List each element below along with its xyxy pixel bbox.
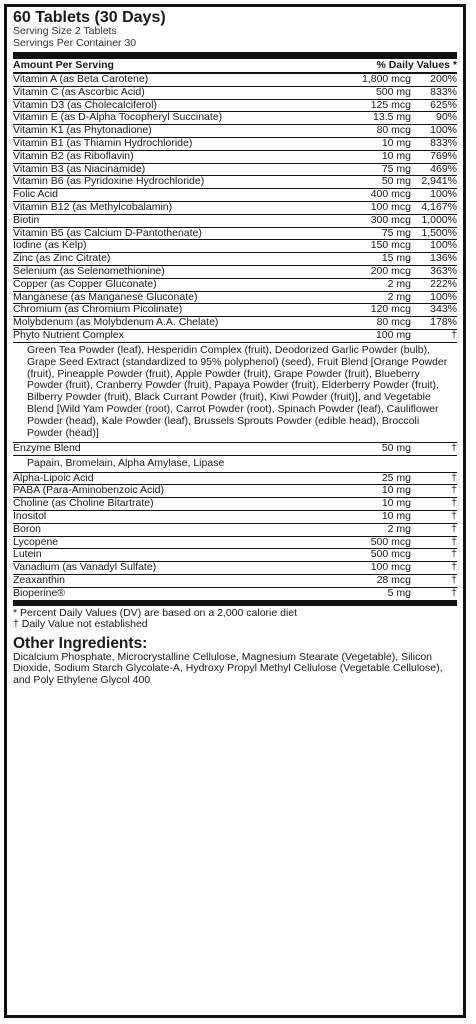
nutrient-dv: † bbox=[451, 497, 457, 510]
nutrient-amount: 120 mcg bbox=[370, 303, 411, 316]
nutrient-name: Biotin bbox=[13, 214, 40, 226]
nutrient-amount: 300 mcg bbox=[370, 213, 411, 226]
phyto-complex-ingredients: Green Tea Powder (leaf), Hesperidin Complex (fruit), Deodorized Garlic Powder (bulb), Grape Seed Extract (standardized to 95% polyphenol) (seed), Fruit Blend [Orange Powder (fruit), Pineapple Powder (fruit), Apple Powder (fruit), Grape Powder (fruit), Blueberry Powder (fruit), Cranberry Powder (fruit), Papaya Powder (fruit), Elderberry Powder (fruit), Bilberry Powder (fruit), Black Currant Powder (fruit), Kiwi Powder (fruit)], and Vegetable Blend [Wild Yam Powder (root), Carrot Powder (root), Spinach Powder (leaf), Cauliflower Powder (head), Kale Powder (leaf), Brussels Sprouts Powder (edible head), Broccoli Powder (head)] bbox=[13, 343, 457, 443]
nutrient-dv: 469% bbox=[430, 162, 457, 175]
nutrient-name: Vitamin D3 (as Cholecalciferol) bbox=[13, 99, 157, 111]
supplement-facts-panel bbox=[4, 4, 466, 1018]
table-row bbox=[13, 87, 457, 100]
dv-footnote: * Percent Daily Values (DV) are based on a 2,000 calorie diet bbox=[13, 606, 298, 619]
nutrient-amount: 500 mg bbox=[375, 85, 411, 98]
nutrient-amount: 200 mcg bbox=[370, 264, 411, 277]
nutrient-name: Lutein bbox=[13, 549, 42, 561]
nutrient-amount: 1,800 mcg bbox=[361, 73, 411, 85]
table-row bbox=[13, 138, 457, 151]
nutrient-name: Iodine (as Kelp) bbox=[13, 240, 87, 252]
nutrient-dv: † bbox=[451, 441, 457, 454]
nutrient-amount: 10 mg bbox=[381, 510, 411, 523]
nutrient-name: Lycopene bbox=[13, 536, 59, 548]
nutrient-dv: † bbox=[451, 561, 457, 574]
nutrient-rows-primary bbox=[13, 74, 457, 343]
nutrient-dv: 100% bbox=[430, 124, 457, 137]
nutrient-dv: 100% bbox=[430, 239, 457, 252]
nutrient-dv: 625% bbox=[430, 98, 457, 111]
product-title: 60 Tablets (30 Days) bbox=[13, 9, 166, 26]
nutrient-amount: 25 mg bbox=[381, 471, 411, 484]
nutrient-amount: 2 mg bbox=[387, 277, 411, 290]
serving-size: Serving Size 2 Tablets bbox=[13, 25, 117, 37]
table-row bbox=[13, 588, 457, 601]
header-daily-values: % Daily Values * bbox=[376, 59, 457, 71]
nutrient-dv: 90% bbox=[435, 111, 457, 124]
nutrient-dv: † bbox=[451, 328, 457, 341]
other-ingredients-text: Dicalcium Phosphate, Microcrystalline Cellulose, Magnesium Stearate (Vegetable), Silicon Dioxide, Sodium Starch Glycolate-A, Hydroxy Propyl Methyl Cellulose (Vegetable Cellulose), and Poly Ethylene Glycol 400 bbox=[13, 650, 443, 687]
nutrient-dv: 200% bbox=[430, 73, 457, 85]
nutrient-dv: 2,941% bbox=[421, 175, 457, 188]
nutrient-amount: 100 mg bbox=[375, 328, 411, 341]
nutrient-dv: † bbox=[451, 586, 457, 599]
nutrient-name: Vitamin B1 (as Thiamin Hydrochloride) bbox=[13, 137, 193, 149]
nutrient-dv: 769% bbox=[430, 149, 457, 162]
nutrient-dv: 136% bbox=[430, 252, 457, 265]
thick-divider bbox=[13, 52, 457, 59]
nutrient-name: Boron bbox=[13, 523, 42, 535]
nutrient-name: Vitamin B3 (as Niacinamide) bbox=[13, 163, 146, 175]
servings-per-container: Servings Per Container 30 bbox=[13, 36, 137, 49]
nutrient-name: Alpha-Lipoic Acid bbox=[13, 472, 94, 484]
table-row bbox=[13, 443, 457, 456]
nutrient-name: Vitamin E (as D-Alpha Tocopheryl Succinate) bbox=[13, 112, 223, 124]
nutrient-amount: 75 mg bbox=[381, 226, 411, 239]
nutrient-dv: 1,500% bbox=[421, 226, 457, 239]
nutrient-amount: 125 mcg bbox=[370, 98, 411, 111]
nutrient-amount: 500 mcg bbox=[370, 548, 411, 561]
nutrient-dv: 4,167% bbox=[421, 200, 457, 213]
table-row bbox=[13, 215, 457, 228]
nutrient-dv: 100% bbox=[430, 188, 457, 201]
nutrient-amount: 500 mcg bbox=[370, 535, 411, 548]
table-row bbox=[13, 202, 457, 215]
nutrient-name: Vitamin K1 (as Phytonadione) bbox=[13, 125, 152, 137]
nutrient-name: Manganese (as Manganese Gluconate) bbox=[13, 291, 198, 303]
nutrient-rows-secondary bbox=[13, 473, 457, 601]
nutrient-amount: 50 mg bbox=[381, 441, 411, 454]
nutrient-name: Vanadium (as Vanadyl Sulfate) bbox=[13, 562, 157, 574]
nutrient-name: Chromium (as Chromium Picolinate) bbox=[13, 304, 183, 316]
nutrient-amount: 13.5 mg bbox=[373, 111, 411, 124]
nutrient-name: Vitamin A (as Beta Carotene) bbox=[13, 74, 149, 85]
nutrient-name: Vitamin B6 (as Pyridoxine Hydrochloride) bbox=[13, 176, 205, 188]
nutrient-dv: 833% bbox=[430, 85, 457, 98]
nutrient-dv: † bbox=[451, 574, 457, 587]
nutrient-amount: 400 mcg bbox=[370, 188, 411, 201]
nutrient-amount: 80 mcg bbox=[376, 316, 411, 329]
nutrient-name: Selenium (as Selenomethionine) bbox=[13, 265, 165, 277]
nutrient-name: Folic Acid bbox=[13, 189, 58, 201]
nutrient-amount: 50 mg bbox=[381, 175, 411, 188]
nutrient-amount: 150 mcg bbox=[370, 239, 411, 252]
other-ingredients-heading: Other Ingredients: bbox=[13, 634, 148, 652]
nutrient-amount: 2 mg bbox=[387, 290, 411, 303]
nutrient-name: PABA (Para-Aminobenzoic Acid) bbox=[13, 485, 164, 497]
nutrient-amount: 10 mg bbox=[381, 484, 411, 497]
table-row bbox=[13, 511, 457, 524]
nutrient-amount: 28 mcg bbox=[376, 574, 411, 587]
nutrient-dv: 343% bbox=[430, 303, 457, 316]
nutrient-name: Inositol bbox=[13, 511, 47, 523]
nutrient-dv: † bbox=[451, 510, 457, 523]
nutrient-amount: 80 mcg bbox=[376, 124, 411, 137]
thick-divider bbox=[13, 601, 457, 606]
nutrient-amount: 100 mcg bbox=[370, 561, 411, 574]
nutrient-dv: 178% bbox=[430, 316, 457, 329]
header-amount: Amount Per Serving bbox=[13, 59, 114, 71]
nutrient-dv: 833% bbox=[430, 136, 457, 149]
nutrient-dv: 363% bbox=[430, 264, 457, 277]
nutrient-dv: 1,000% bbox=[421, 213, 457, 226]
nutrient-name: Zeaxanthin bbox=[13, 575, 65, 587]
nutrient-name: Choline (as Choline Bitartrate) bbox=[13, 498, 154, 510]
nutrient-dv: † bbox=[451, 522, 457, 535]
nutrient-name: Vitamin B5 (as Calcium D-Pantothenate) bbox=[13, 227, 202, 239]
nutrient-name: Enzyme Blend bbox=[13, 442, 81, 454]
nutrient-name: Vitamin C (as Ascorbic Acid) bbox=[13, 86, 145, 98]
table-row bbox=[13, 575, 457, 588]
table-row bbox=[13, 151, 457, 164]
nutrient-amount: 2 mg bbox=[387, 522, 411, 535]
nutrient-name: Molybdenum (as Molybdenum A.A. Chelate) bbox=[13, 317, 219, 329]
nutrient-name: Bioperine® bbox=[13, 587, 66, 599]
table-row bbox=[13, 74, 457, 87]
nutrient-name: Vitamin B12 (as Methylcobalamin) bbox=[13, 201, 173, 213]
nutrient-amount: 5 mg bbox=[387, 586, 411, 599]
nutrient-name: Copper (as Copper Gluconate) bbox=[13, 278, 157, 290]
nutrient-amount: 15 mg bbox=[381, 252, 411, 265]
nutrient-amount: 75 mg bbox=[381, 162, 411, 175]
nutrient-name: Zinc (as Zinc Citrate) bbox=[13, 253, 111, 265]
nutrient-dv: 100% bbox=[430, 290, 457, 303]
nutrient-dv: † bbox=[451, 535, 457, 548]
nutrient-name: Phyto Nutrient Complex bbox=[13, 329, 124, 341]
nutrient-dv: † bbox=[451, 484, 457, 497]
dagger-footnote: † Daily Value not established bbox=[13, 618, 148, 631]
nutrient-amount: 10 mg bbox=[381, 136, 411, 149]
nutrient-dv: † bbox=[451, 471, 457, 484]
enzyme-blend-ingredients: Papain, Bromelain, Alpha Amylase, Lipase bbox=[13, 456, 457, 473]
nutrient-dv: † bbox=[451, 548, 457, 561]
nutrient-dv: 222% bbox=[430, 277, 457, 290]
table-row bbox=[13, 266, 457, 279]
table-row bbox=[13, 279, 457, 292]
nutrient-amount: 100 mcg bbox=[370, 200, 411, 213]
table-row bbox=[13, 330, 457, 343]
nutrient-name: Vitamin B2 (as Riboflavin) bbox=[13, 150, 134, 162]
nutrient-amount: 10 mg bbox=[381, 497, 411, 510]
table-row bbox=[13, 524, 457, 537]
nutrient-amount: 10 mg bbox=[381, 149, 411, 162]
table-header bbox=[13, 59, 457, 74]
